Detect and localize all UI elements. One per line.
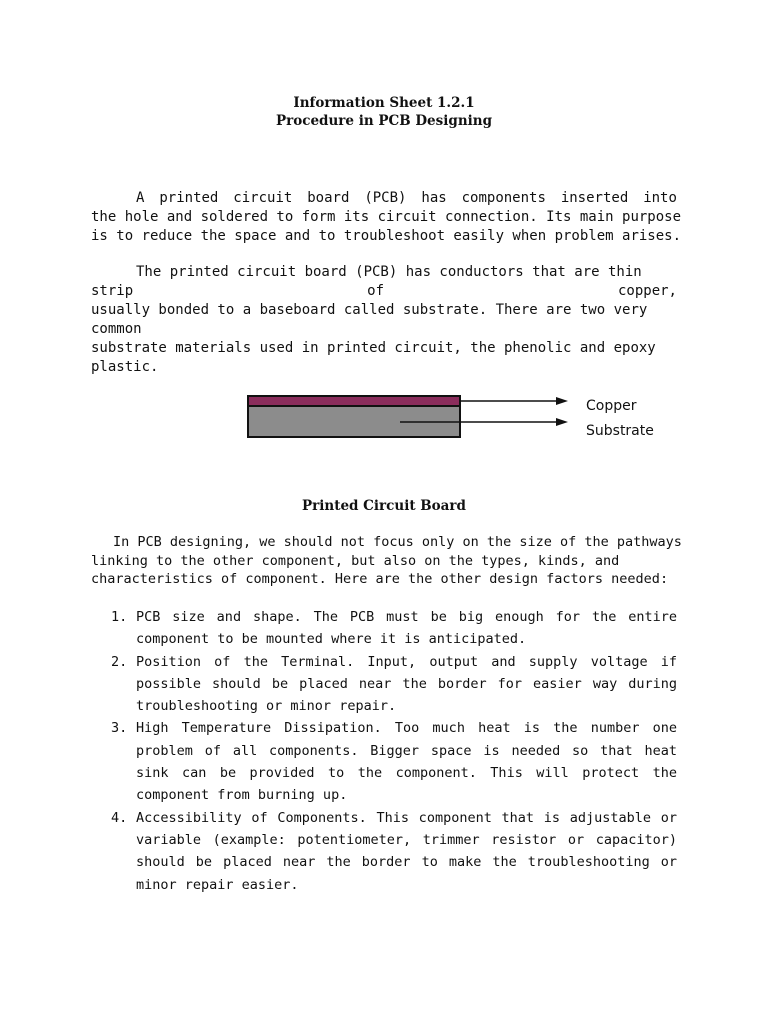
conductors-line-2 (91, 282, 677, 301)
list-item-number: 1. (111, 609, 128, 625)
list-item-number: 3. (111, 720, 128, 737)
intro-line-1 (91, 189, 677, 208)
word: inserted (560, 190, 629, 206)
info-sheet-title: Information Sheet 1.2.1 (293, 95, 475, 111)
conductors-line-3: usually bonded to a baseboard called substrate. There are two very (91, 302, 648, 318)
list-item-text: High Temperature Dissipation. Too much heat is the number one problem of all components. Bigger space is needed so that heat sink can be provided to the component. This will protect the component from burning up. (136, 720, 677, 804)
conductors-paragraph (91, 263, 677, 377)
section-intro (91, 533, 682, 589)
word: (PCB) (364, 190, 407, 206)
copper-arrow-head (556, 397, 568, 405)
section-intro-line-2: linking to the other component, but also on the types, kinds, and (91, 552, 620, 569)
section-intro-line-1: In PCB designing, we should not focus only on the size of the pathways (113, 534, 682, 550)
list-item-text: Accessibility of Components. This component that is adjustable or variable (example: potentiometer, trimmer resistor or capacitor) should be placed near the border to make the troubleshooting or minor repair easier. (136, 809, 677, 893)
word: board (307, 190, 350, 206)
word: printed (159, 190, 219, 206)
word: strip (91, 283, 134, 299)
copper-label: Copper (586, 398, 637, 414)
intro-line-3: is to reduce the space and to troubleshoot easily when problem arises. (91, 228, 682, 244)
list-item-text: Position of the Terminal. Input, output and supply voltage if possible should be placed near the border for easier way during troubleshooting or minor repair. (136, 653, 677, 715)
conductors-line-4: common (91, 321, 142, 337)
list-item (91, 606, 677, 651)
word: copper, (617, 283, 677, 299)
word: A (136, 190, 145, 206)
list-item-number: 2. (111, 653, 128, 670)
list-item (91, 807, 677, 896)
list-item (91, 651, 677, 718)
section-heading: Printed Circuit Board (302, 498, 466, 514)
conductors-line-6: plastic. (91, 359, 159, 375)
design-factors-list (91, 606, 677, 896)
word: has (421, 190, 447, 206)
list-item (91, 717, 677, 806)
procedure-title: Procedure in PCB Designing (275, 113, 493, 129)
word: of (367, 283, 384, 299)
word: components (461, 190, 546, 206)
list-item-number: 4. (111, 809, 128, 826)
intro-paragraph (91, 189, 682, 246)
conductors-line-1: The printed circuit board (PCB) has conductors that are thin (136, 264, 642, 280)
intro-line-2: the hole and soldered to form its circuit connection. Its main purpose (91, 209, 682, 225)
substrate-label: Substrate (586, 423, 654, 439)
word: circuit (233, 190, 293, 206)
list-item-text: PCB size and shape. The PCB must be big enough for the entire component to be mounted where it is anticipated. (136, 609, 677, 648)
conductors-line-5: substrate materials used in printed circuit, the phenolic and epoxy (91, 340, 656, 356)
substrate-arrow-head (556, 418, 568, 426)
section-intro-line-3: characteristics of component. Here are the other design factors needed: (91, 571, 669, 587)
word: into (643, 190, 677, 206)
copper-layer (248, 396, 460, 406)
